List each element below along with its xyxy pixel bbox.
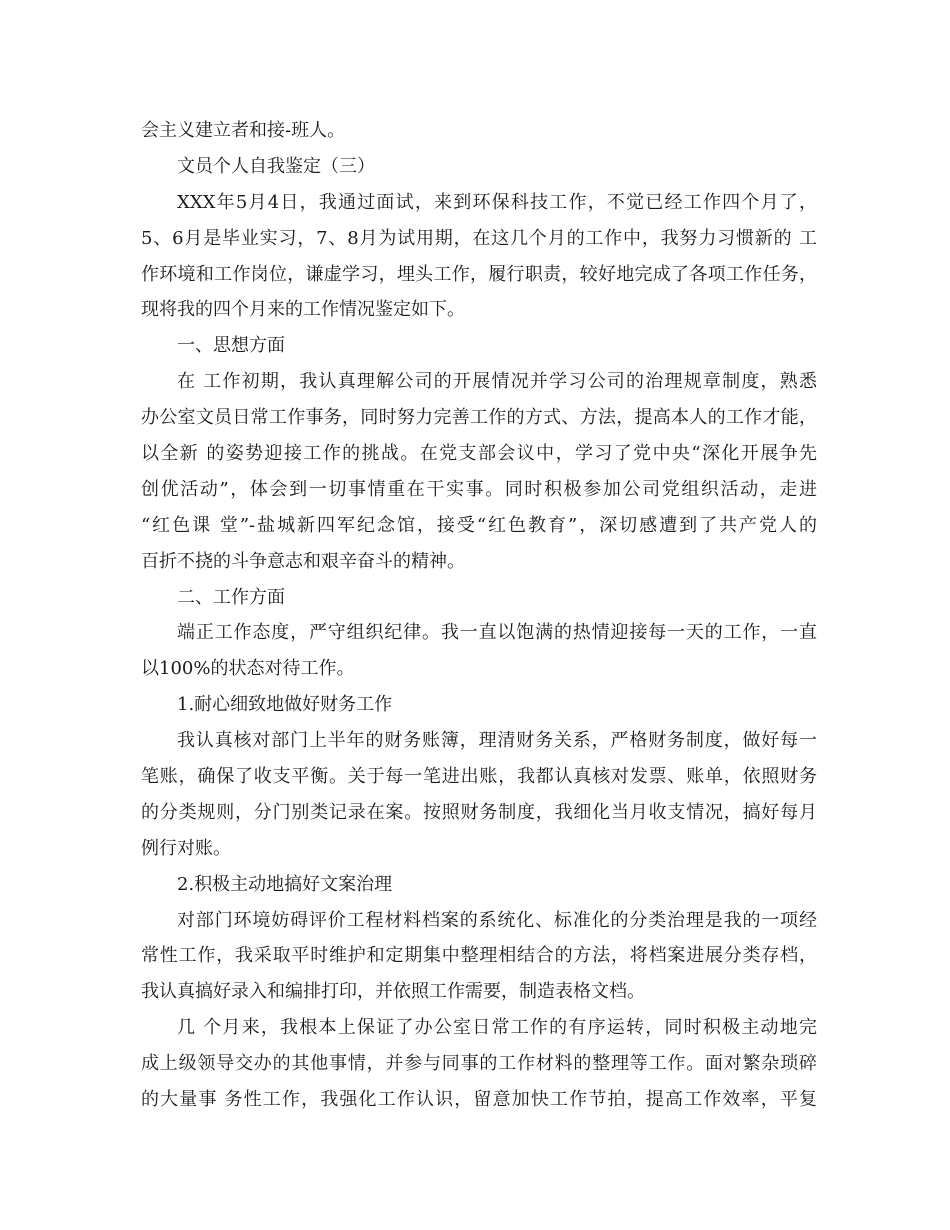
text-line: 端正工作态度，严守组织纪律。我一直以饱满的热情迎接每一天的工作，一直: [177, 622, 817, 644]
document-body: [141, 113, 817, 1118]
text-line: “红色课 堂”-盐城新四军纪念馆，接受“红色教育”，深切感遭到了共产党人的: [141, 514, 817, 536]
text-line: XXX年5月4日，我通过面试，来到环保科技工作，不觉已经工作四个月了，: [177, 191, 817, 213]
text-line: 的大量事 务性工作，我强化工作认识，留意加快工作节拍，提高工作效率，平复: [141, 1089, 817, 1111]
text-line: 文员个人自我鉴定（三）: [177, 155, 375, 177]
text-line: 会主义建立者和接-班人。: [141, 120, 346, 141]
text-line: 办公室文员日常工作事务，同时努力完善工作的方式、方法，提高本人的工作才能，: [141, 407, 817, 429]
text-line: 以全新 的姿势迎接工作的挑战。在党支部会议中，学习了党中央“深化开展争先: [141, 443, 817, 465]
text-line: 百折不挠的斗争意志和艰辛奋斗的精神。: [141, 550, 465, 572]
text-line: 几 个月来，我根本上保证了办公室日常工作的有序运转，同时积极主动地完: [177, 1017, 817, 1039]
text-line: 创优活动”，体会到一切事情重在干实事。同时积极参加公司党组织活动，走进: [141, 478, 817, 500]
text-line: 我认真搞好录入和编排打印，并依照工作需要，制造表格文档。: [141, 981, 645, 1003]
text-line: 我认真核对部门上半年的财务账簿，理清财务关系，严格财务制度，做好每一: [177, 730, 817, 752]
text-line: 现将我的四个月来的工作情况鉴定如下。: [141, 299, 465, 321]
text-line: 对部门环境妨碍评价工程材料档案的系统化、标准化的分类治理是我的一项经: [177, 909, 817, 931]
text-line: 笔账，确保了收支平衡。关于每一笔进出账，我都认真核对发票、账单，依照财务: [141, 766, 817, 788]
text-line: 一、思想方面: [177, 335, 285, 357]
text-line: 成上级领导交办的其他事情，并参与同事的工作材料的整理等工作。面对繁杂琐碎: [141, 1053, 817, 1075]
text-line: 常性工作，我采取平时维护和定期集中整理相结合的方法，将档案进展分类存档，: [141, 945, 817, 967]
text-line: 的分类规则，分门别类记录在案。按照财务制度，我细化当月收支情况，搞好每月: [141, 801, 817, 823]
text-line: 二、工作方面: [177, 586, 285, 608]
text-line: 例行对账。: [141, 837, 231, 859]
text-line: 2.积极主动地搞好文案治理: [177, 873, 393, 895]
text-line: 1.耐心细致地做好财务工作: [177, 694, 393, 716]
text-line: 以100%的状态对待工作。: [141, 658, 355, 680]
text-line: 作环境和工作岗位，谦虚学习，埋头工作，履行职责，较好地完成了各项工作任务，: [141, 263, 817, 285]
text-line: 在 工作初期，我认真理解公司的开展情况并学习公司的治理规章制度，熟悉: [177, 371, 817, 393]
text-line: 5、6月是毕业实习，7、8月为试用期，在这几个月的工作中，我努力习惯新的 工: [141, 227, 817, 249]
